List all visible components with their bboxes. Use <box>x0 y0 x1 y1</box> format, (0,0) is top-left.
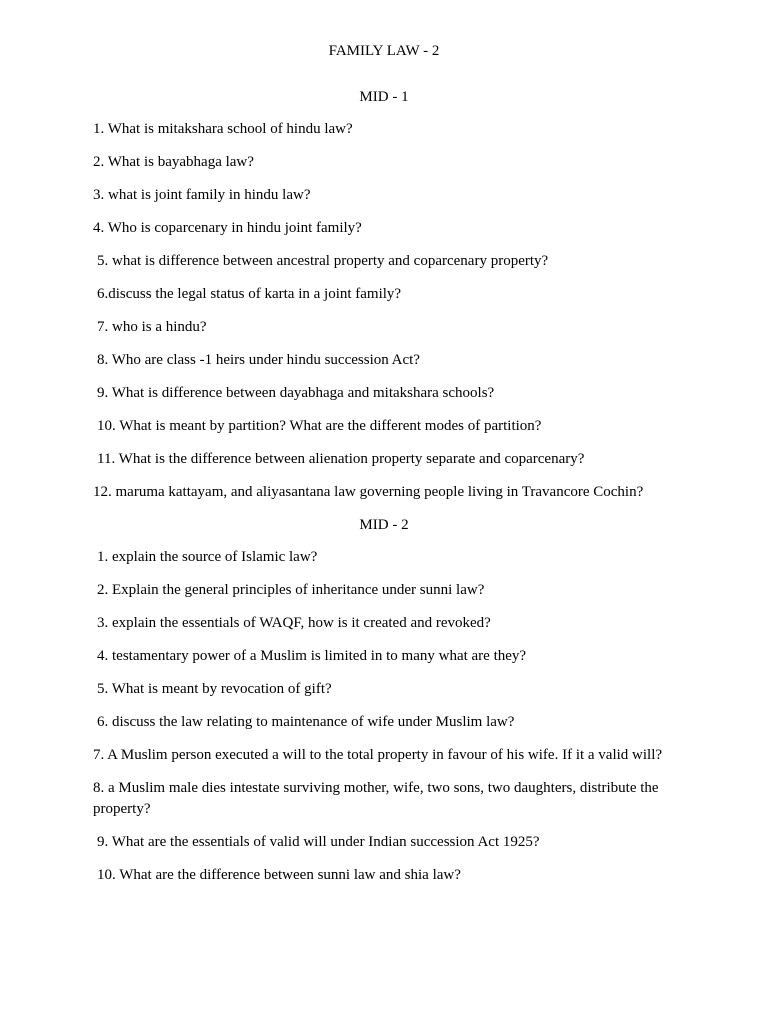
question-item: 3. what is joint family in hindu law? <box>93 187 311 203</box>
question-item: 5. what is difference between ancestral property and coparcenary property? <box>97 253 549 269</box>
section-heading-mid-1: MID - 1 <box>359 89 409 105</box>
question-item: 10. What are the difference between sunni law and shia law? <box>97 867 461 883</box>
question-item: 11. What is the difference between alienation property separate and coparcenary? <box>97 451 585 467</box>
question-item: 1. explain the source of Islamic law? <box>97 549 318 565</box>
question-item: 6.discuss the legal status of karta in a joint family? <box>97 286 402 302</box>
question-item: 8. a Muslim male dies intestate surviving mother, wife, two sons, two daughters, distribute the property? <box>93 780 663 817</box>
question-item: 6. discuss the law relating to maintenance of wife under Muslim law? <box>97 714 515 730</box>
question-item: 4. testamentary power of a Muslim is limited in to many what are they? <box>97 648 527 664</box>
question-item: 2. Explain the general principles of inheritance under sunni law? <box>97 582 485 598</box>
question-item: 7. who is a hindu? <box>97 319 207 335</box>
question-item: 5. What is meant by revocation of gift? <box>97 681 332 697</box>
section-heading-mid-2: MID - 2 <box>359 517 409 533</box>
document-title: FAMILY LAW - 2 <box>328 43 440 59</box>
question-item: 3. explain the essentials of WAQF, how is it created and revoked? <box>97 615 491 631</box>
question-item: 10. What is meant by partition? What are the different modes of partition? <box>97 418 542 434</box>
question-item: 2. What is bayabhaga law? <box>93 154 254 170</box>
question-item: 9. What are the essentials of valid will under Indian succession Act 1925? <box>97 834 540 850</box>
question-item: 1. What is mitakshara school of hindu law? <box>93 121 353 137</box>
question-item: 7. A Muslim person executed a will to the total property in favour of his wife. If it a valid will? <box>93 747 663 763</box>
question-item: 4. Who is coparcenary in hindu joint family? <box>93 220 362 236</box>
question-item: 8. Who are class -1 heirs under hindu succession Act? <box>97 352 420 368</box>
question-list-mid-1 <box>93 119 675 503</box>
question-item: 9. What is difference between dayabhaga and mitakshara schools? <box>97 385 495 401</box>
question-item: 12. maruma kattayam, and aliyasantana law governing people living in Travancore Cochin? <box>93 484 644 500</box>
question-list-mid-2 <box>93 547 675 886</box>
